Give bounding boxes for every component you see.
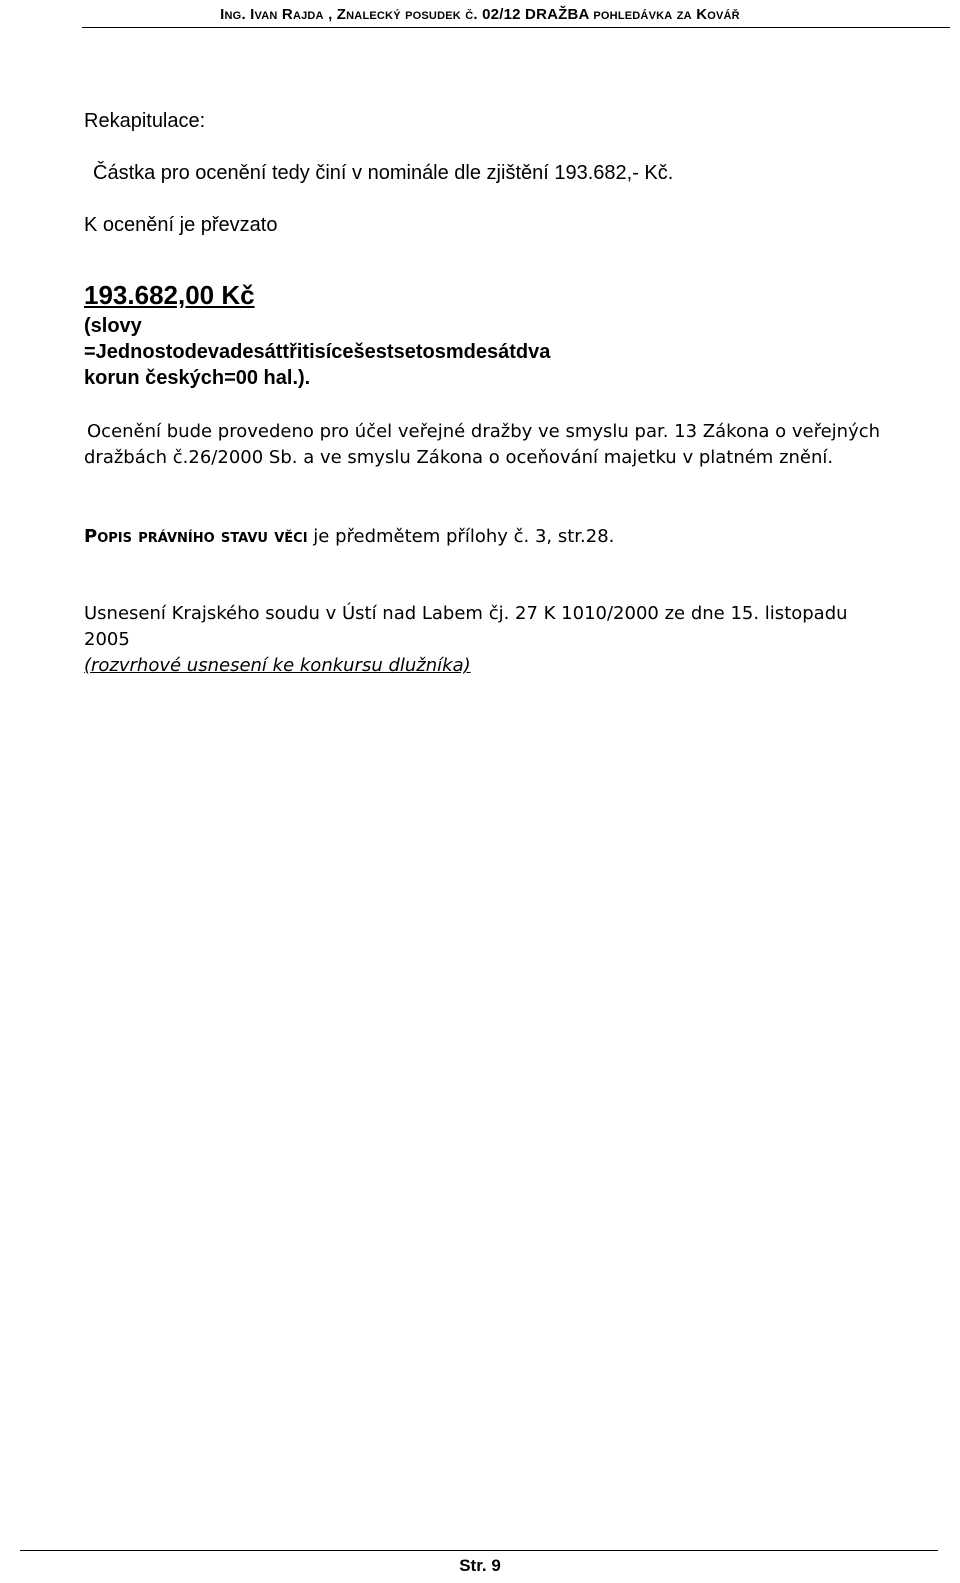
purpose-line2: dražbách č.26/2000 Sb. a ve smyslu Zákona o oceňování majetku v platném znění. <box>84 447 834 468</box>
page-number: Str. 9 <box>459 1556 501 1575</box>
purpose-line1: Ocenění bude provedeno pro účel veřejné dražby ve smyslu par. 13 Zákona o veřejných <box>87 421 881 442</box>
taken-over-label: K ocenění je převzato <box>84 214 278 236</box>
resolution-line2: 2005 <box>84 629 130 650</box>
amount-words-line2: =Jednostodevadesáttřitisícešestsetosmdesátdva <box>84 341 551 363</box>
amount-sentence: Částka pro ocenění tedy činí v nominále dle zjištění 193.682,- Kč. <box>93 162 674 184</box>
legal-status-rest: je předmětem přílohy č. 3, str.28. <box>307 526 615 547</box>
header-rule <box>82 27 950 28</box>
resolution-line3: (rozvrhové usnesení ke konkursu dlužníka) <box>84 655 471 676</box>
footer-rule <box>20 1550 938 1551</box>
page-header: Ing. Ivan Rajda , Znalecký posudek č. 02/12 DRAŽBA pohledávka za Kovář <box>220 6 740 23</box>
amount-words-line3: korun českých=00 hal.). <box>84 367 311 389</box>
resolution-line1: Usnesení Krajského soudu v Ústí nad Labem čj. 27 K 1010/2000 ze dne 15. listopadu <box>84 603 848 624</box>
legal-status-line <box>84 526 614 547</box>
amount-words-line1: (slovy <box>84 315 142 337</box>
legal-status-caps: Popis právního stavu věci <box>84 526 308 547</box>
recap-label: Rekapitulace: <box>84 110 206 132</box>
amount-value: 193.682,00 Kč <box>84 280 255 310</box>
